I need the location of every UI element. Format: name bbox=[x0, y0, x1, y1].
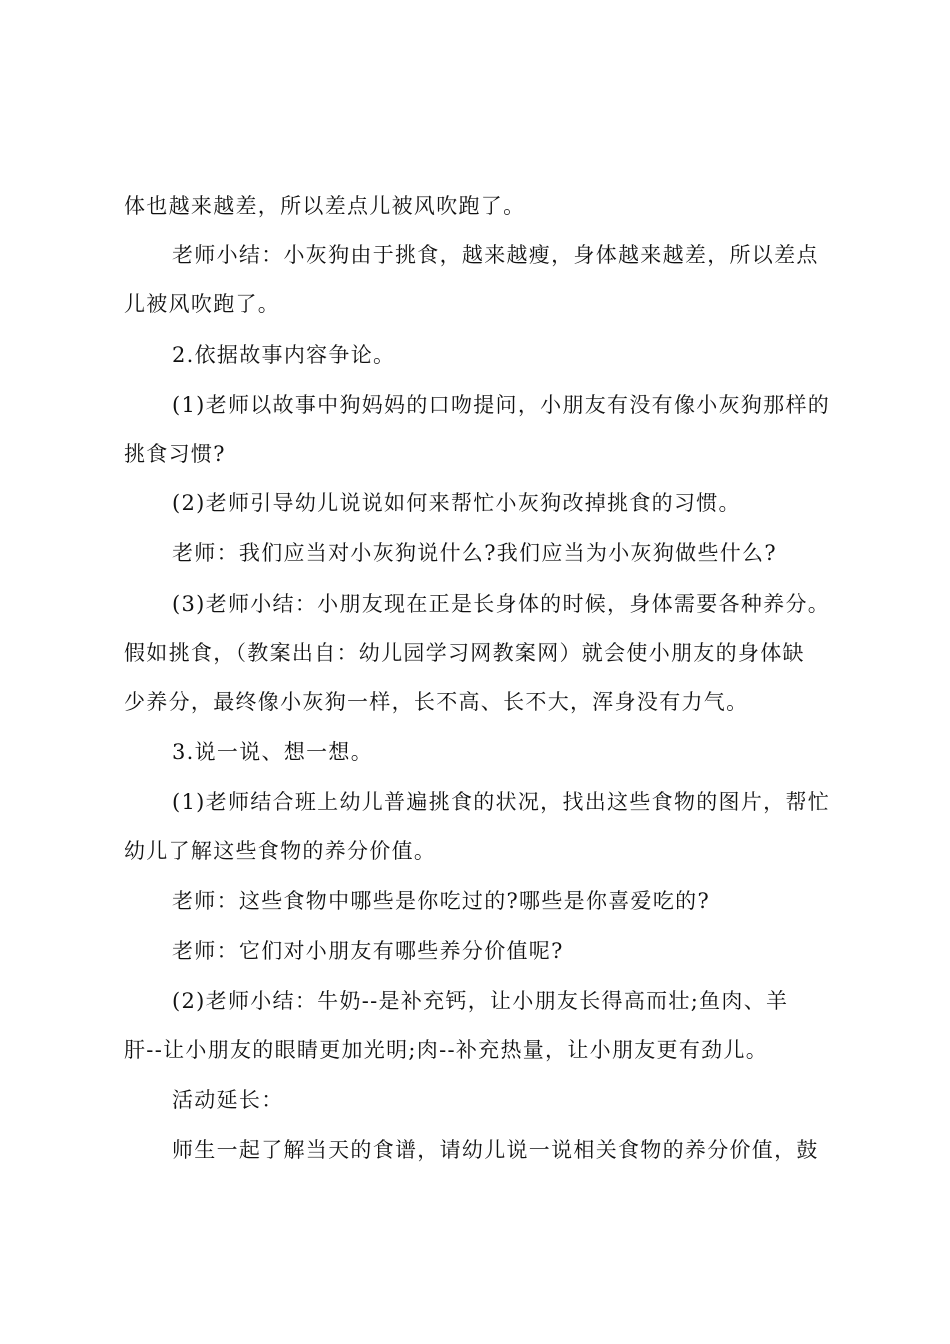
text-line: (2)老师引导幼儿说说如何来帮忙小灰狗改掉挑食的习惯。 bbox=[172, 491, 741, 515]
text-line: 老师：这些食物中哪些是你吃过的?哪些是你喜爱吃的? bbox=[172, 889, 711, 913]
section-heading: 2.依据故事内容争论。 bbox=[172, 343, 396, 367]
text-line: (2)老师小结：牛奶--是补充钙，让小朋友长得高而壮;鱼肉、羊 bbox=[172, 989, 789, 1013]
text-line: (1)老师结合班上幼儿普遍挑食的状况，找出这些食物的图片，帮忙 bbox=[172, 790, 831, 814]
section-heading: 3.说一说、想一想。 bbox=[172, 740, 374, 764]
text-line: 师生一起了解当天的食谱，请幼儿说一说相关食物的养分价值，鼓 bbox=[172, 1138, 819, 1162]
text-line: 老师：它们对小朋友有哪些养分价值呢? bbox=[172, 939, 564, 963]
text-line: 体也越来越差，所以差点儿被风吹跑了。 bbox=[124, 194, 526, 218]
text-line: (3)老师小结：小朋友现在正是长身体的时候，身体需要各种养分。 bbox=[172, 592, 831, 616]
text-line: 老师：我们应当对小灰狗说什么?我们应当为小灰狗做些什么? bbox=[172, 541, 777, 565]
section-heading: 活动延长： bbox=[172, 1088, 284, 1112]
text-line: 老师小结：小灰狗由于挑食，越来越瘦，身体越来越差，所以差点 bbox=[172, 243, 819, 267]
text-line: (1)老师以故事中狗妈妈的口吻提问，小朋友有没有像小灰狗那样的 bbox=[172, 393, 831, 417]
text-line: 幼儿了解这些食物的养分价值。 bbox=[124, 839, 437, 863]
text-line: 挑食习惯? bbox=[124, 442, 226, 466]
text-line: 少养分，最终像小灰狗一样，长不高、长不大，浑身没有力气。 bbox=[124, 690, 749, 714]
text-line: 儿被风吹跑了。 bbox=[124, 292, 281, 316]
text-line: 肝--让小朋友的眼睛更加光明;肉--补充热量，让小朋友更有劲儿。 bbox=[124, 1038, 769, 1062]
text-line: 假如挑食，（教案出自：幼儿园学习网教案网）就会使小朋友的身体缺 bbox=[124, 641, 805, 665]
